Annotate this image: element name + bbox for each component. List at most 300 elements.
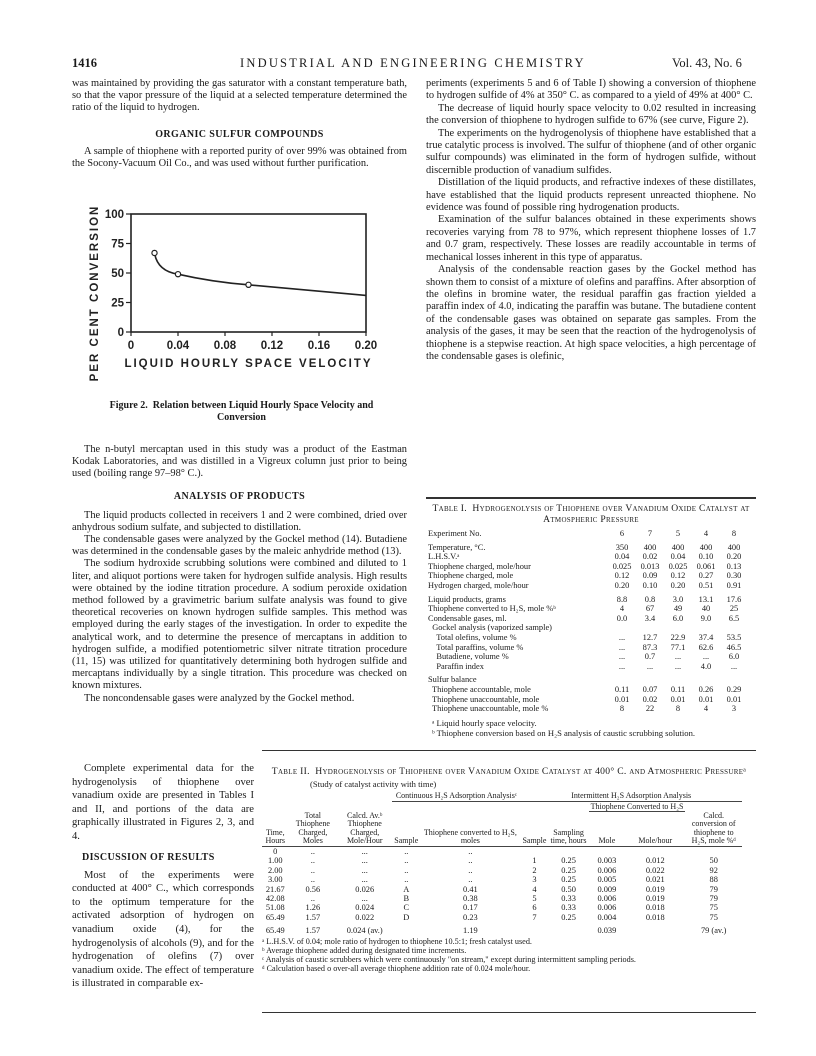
table-2-row — [262, 885, 742, 894]
table-1-cell: 0.20 — [614, 580, 630, 590]
figure-2-chart — [86, 202, 401, 392]
table-2-cell: 1.26 — [305, 903, 321, 913]
table-2-cell: 0.022 — [355, 912, 375, 922]
table-1-cell: 0.01 — [614, 694, 630, 704]
table-1-top-rule — [426, 497, 756, 499]
table-2-cell: 0.25 — [561, 856, 576, 866]
paragraph: Most of the experiments were conducted at 400° C., which corresponds to the optimum temperature for the activated adsorption of hydrogen on vanadium oxide (4), for the hydrogenolysis of alcohols (9), and for the hydrogenation of olefins (7) over vanadium oxide. The effect of temperature is illustrated in comparable ex- — [72, 869, 254, 990]
table-2-footnote-b: ᵇ Average thiophene added during designated time increments. — [262, 945, 467, 955]
table-1-row — [426, 662, 748, 674]
table-2-column-header: Mole — [589, 812, 625, 847]
y-tick-label: 0 — [117, 327, 124, 339]
table-1-cell: 77.1 — [670, 642, 686, 652]
table-1-cell: ... — [730, 661, 738, 671]
table-1-body — [426, 529, 748, 714]
table-1-label: Table I. — [432, 503, 467, 514]
y-axis-label: PER CENT CONVERSION — [89, 204, 101, 382]
table-1-cell: 3.0 — [672, 594, 684, 604]
page-number: 1416 — [72, 56, 97, 70]
table-2-cell: 75 — [709, 912, 718, 922]
right-column-text — [426, 78, 756, 363]
table-2-row — [262, 894, 742, 903]
table-2-cell — [625, 846, 685, 856]
table-2-cell: 0.019 — [645, 893, 665, 903]
table-1-cell: 3 — [731, 704, 737, 714]
table-1-cell — [692, 623, 720, 633]
table-1-row-label: Liquid products, grams — [428, 594, 506, 604]
paragraph: The n-butyl mercaptan used in this study was a product of the Eastman Kodak Laboratories, and was distilled in a Vigreux column just prior to being used (boiling range 97–98° C.). — [72, 444, 407, 480]
table-2-cell: 3 — [532, 875, 537, 885]
table-2-cell: A — [403, 884, 410, 894]
table-1-row-label: L.H.S.V.ᵃ — [428, 552, 460, 562]
table-1-cell: 0.13 — [726, 561, 742, 571]
section-heading-analysis: ANALYSIS OF PRODUCTS — [173, 490, 306, 502]
table-1-row — [426, 643, 748, 653]
table-2-top-rule — [262, 750, 756, 751]
table-1-row — [426, 581, 748, 593]
table-1-row-label: Thiophene unaccountable, mole — [428, 694, 540, 704]
table-2-cell: ... — [361, 846, 368, 856]
table-2-cell: .. — [310, 856, 315, 866]
table-2-cell: 0.25 — [561, 875, 576, 885]
table-1-row — [426, 614, 748, 624]
table-2-cell: 0.012 — [645, 856, 665, 866]
table-2-cell: 2.00 — [267, 865, 283, 875]
table-2-cell: .. — [468, 846, 473, 856]
table-1-cell: 6.5 — [728, 613, 740, 623]
figure-label: Figure 2. — [109, 400, 148, 411]
table-2-total-row — [262, 924, 742, 935]
figure-caption — [84, 400, 399, 424]
table-2-subgroup-converted: Thiophene Converted to H₂S — [590, 801, 684, 811]
table-2-total-cell — [548, 924, 588, 935]
table-2-cell: 0.009 — [597, 884, 617, 894]
table-1-cell — [692, 673, 720, 685]
table-1-row-label: Temperature, °C. — [428, 542, 486, 552]
table-1-cell: 22.9 — [670, 632, 686, 642]
journal-title: INDUSTRIAL AND ENGINEERING CHEMISTRY — [240, 56, 586, 70]
table-1-row-label: Sulfur balance — [428, 675, 477, 685]
table-2-total-cell: 0.039 — [597, 926, 617, 936]
table-1-cell — [608, 623, 636, 633]
table-2-subtitle: (Study of catalyst activity with time) — [310, 779, 437, 789]
table-2-cell: 0.022 — [645, 865, 665, 875]
table-1-cell: 17.6 — [726, 594, 742, 604]
table-2-cell: 0.024 — [355, 903, 375, 913]
table-2-total-cell: 65.49 — [265, 926, 285, 936]
table-1-cell: ... — [646, 661, 654, 671]
table-1-cell: ... — [618, 652, 626, 662]
paragraph: The experiments on the hydrogenolysis of thiophene have established that a true catalytic process is involved. The sulfur of thiophene (and of other organic sulfur compounds) was eliminated in the form of hydrogen sulfide, without discernible production of vanadium sulfides. — [426, 127, 756, 176]
table-2-cell: 0.23 — [463, 912, 478, 922]
table-1-cell: 400 — [699, 542, 713, 552]
y-tick-label: 50 — [111, 268, 124, 280]
table-2-cell: ... — [361, 875, 368, 885]
table-2-column-header: Sample — [520, 812, 548, 847]
table-1-row-label: Experiment No. — [428, 529, 482, 538]
table-1-cell: 0.07 — [642, 684, 658, 694]
table-2-column-header: Sample — [392, 812, 420, 847]
table-1-cell: 400 — [727, 542, 741, 552]
table-2-cell: .. — [404, 856, 409, 866]
table-1-row-label: Hydrogen charged, mole/hour — [428, 580, 529, 590]
table-1-cell: 0.10 — [642, 580, 658, 590]
table-1-cell — [664, 673, 692, 685]
paragraph: was maintained by providing the gas saturator with a constant temperature bath, so that the vapor pressure of the liquid at a selected temperature determined the ratio of the liquid to hydrogen. — [72, 78, 407, 114]
volume-issue: Vol. 43, No. 6 — [672, 56, 742, 70]
table-1-cell — [720, 623, 748, 633]
table-2-cell: 0.33 — [561, 893, 576, 903]
paragraph: periments (experiments 5 and 6 of Table I) showing a conversion of thiophene to hydrogen sulfide of 4% at 350° C. as compared to a yield of 49% at 400° C. — [426, 78, 756, 102]
table-2-cell: 1.57 — [305, 912, 321, 922]
table-1-cell: 6.0 — [728, 652, 740, 662]
paragraph: The condensable gases were analyzed by the Gockel method (14). Butadiene was determined in the condensable gases by the maleic anhydride method (13). — [72, 534, 407, 558]
table-2-cell: 3.00 — [267, 875, 283, 885]
table-2-cell — [520, 846, 548, 856]
table-2-footnote-a: ᵃ L.H.S.V. of 0.04; mole ratio of hydrogen to thiophene 10.5:1; fresh catalyst used. — [262, 936, 532, 946]
left-column-mid — [72, 444, 407, 705]
table-2-column-header: Sampling time, hours — [548, 812, 588, 847]
table-2-total-cell: 1.57 — [305, 926, 321, 936]
table-1-row-label: Gockel analysis (vaporized sample) — [428, 623, 552, 633]
table-2-column-header: Calcd. conversion of thiophene to H₂S, mole %ᵈ — [685, 812, 742, 847]
table-1-cell: 5 — [675, 529, 681, 538]
y-tick-label: 75 — [111, 238, 124, 251]
figure-caption-text: Relation between Liquid Hourly Space Velocity and Conversion — [152, 400, 374, 423]
table-2-column-header: Mole/hour — [625, 812, 685, 847]
table-1-cell: 0.11 — [614, 684, 630, 694]
table-1-cell: 0.01 — [670, 694, 686, 704]
table-2-cell: 65.49 — [265, 912, 285, 922]
table-2-total-cell: 1.19 — [463, 926, 478, 936]
table-1-cell — [636, 673, 664, 685]
table-1-cell: 0.01 — [698, 694, 714, 704]
table-1-cell: 40 — [701, 604, 711, 614]
table-2-cell: B — [403, 893, 410, 903]
data-point — [246, 282, 251, 287]
table-2-cell: 51.08 — [265, 903, 285, 913]
y-tick-label: 100 — [104, 209, 124, 221]
table-2-cell: .. — [310, 893, 315, 903]
y-tick-label: 25 — [111, 297, 124, 310]
table-2-cell: .. — [310, 875, 315, 885]
table-1-cell: 7 — [647, 529, 653, 538]
table-1-cell: 0.025 — [668, 561, 688, 571]
table-2-cell: 0 — [273, 846, 278, 856]
table-2-cell: 0.56 — [305, 884, 321, 894]
table-1-cell: 67 — [645, 604, 655, 614]
table-2-column-header: Calcd. Av.ᵇ Thiophene Charged, Mole/Hour — [337, 812, 392, 847]
table-2-cell: 21.67 — [265, 884, 285, 894]
table-2-row — [262, 846, 742, 856]
table-1-cell: ... — [702, 652, 710, 662]
x-axis-label: LIQUID HOURLY SPACE VELOCITY — [124, 358, 373, 370]
table-1-cell: 0.12 — [614, 571, 630, 581]
table-1-cell — [608, 673, 636, 685]
table-1-cell: 6 — [619, 529, 625, 538]
table-1-cell: 3.4 — [644, 613, 656, 623]
paragraph: The liquid products collected in receivers 1 and 2 were combined, dried over anhydrous sodium sulfate, and subjected to distillation. — [72, 509, 407, 533]
paragraph: A sample of thiophene with a reported purity of over 99% was obtained from the Socony-Vacuum Oil Co., and was used without further purification. — [72, 145, 407, 169]
table-2-footnote-c: ᶜ Analysis of caustic scrubbers which were continuously "on stream," except during intermittent sampling periods. — [262, 954, 636, 964]
table-1-cell: 400 — [643, 542, 657, 552]
table-2-cell: 0.021 — [645, 875, 665, 885]
table-2-body — [262, 791, 742, 935]
table-1-footnote-a: ᵃ Liquid hourly space velocity. — [432, 717, 537, 728]
table-1-cell: 12.7 — [642, 632, 658, 642]
table-1-cell: 62.6 — [698, 642, 714, 652]
table-2-row — [262, 913, 742, 924]
table-2-cell: 7 — [532, 912, 537, 922]
table-2-group-continuous: Continuous H₂S Adsorption Analysisᶜ — [392, 791, 520, 801]
x-tick-label: 0.04 — [166, 340, 190, 352]
table-1-footnote-b: ᵇ Thiophene conversion based on H₂S analysis of caustic scrubbing solution. — [432, 727, 696, 738]
table-2-cell: 0.006 — [597, 903, 617, 913]
table-2-total-cell: 0.024 (av.) — [346, 926, 383, 936]
section-heading-discussion: DISCUSSION OF RESULTS — [82, 851, 215, 863]
table-2-cell: 0.003 — [597, 856, 617, 866]
plot-frame — [131, 214, 366, 332]
table-2-total-cell — [520, 924, 548, 935]
table-1-cell: 0.91 — [726, 580, 742, 590]
series-line — [155, 253, 367, 295]
table-2-cell: 0.018 — [645, 912, 665, 922]
table-1-row-label: Paraffin index — [428, 661, 484, 671]
table-1-row — [426, 571, 748, 581]
table-2-cell: 1.00 — [267, 856, 283, 866]
table-1-row-label: Thiophene charged, mole — [428, 571, 514, 581]
table-2-row — [262, 856, 742, 865]
table-1-cell: 46.5 — [726, 642, 742, 652]
table-1-cell: 0.02 — [642, 552, 658, 562]
table-1-cell: 49 — [673, 604, 683, 614]
table-1-cell: 400 — [671, 542, 685, 552]
paragraph: The decrease of liquid hourly space velocity to 0.02 resulted in increasing the conversion of thiophene to hydrogen sulfide to 67% (see curve, Figure 2). — [426, 102, 756, 127]
table-1-row — [426, 529, 748, 541]
table-1-row-label: Butadiene, volume % — [428, 652, 509, 662]
table-2-row — [262, 903, 742, 912]
x-tick-label: 0 — [127, 340, 135, 352]
table-2-group-intermittent: Intermittent H₂S Adsorption Analysis — [520, 791, 742, 801]
table-1-cell — [636, 623, 664, 633]
table-2-column-header: Thiophene converted to H₂S, moles — [420, 812, 520, 847]
table-2-cell: .. — [310, 865, 315, 875]
table-1-cell: 0.27 — [698, 571, 714, 581]
table-1-cell: 9.0 — [700, 613, 712, 623]
table-1-cell: 0.01 — [726, 694, 742, 704]
table-2-cell: 5 — [532, 893, 537, 903]
table-1-cell — [720, 673, 748, 685]
paragraph: The sodium hydroxide scrubbing solutions were combined and diluted to 1 liter, and aliquot portions were taken for hydrogen sulfide analysis. High results were obtained by the iodine titration procedure. A sodium peroxide oxidation method followed by a gravimetric barium sulfate analysis was found to give theoretical recoveries on known hydrogen sulfide samples. This method was employed during the early stages of the investigation. In order to expedite the analytical work, and to determine the presence of mercaptans in addition to hydrogen sulfide, a modified potentiometric silver nitrate titration procedure (11, 15) was utilized for quantitatively determining both hydrogen sulfide and mercaptans individually by a single titration. This procedure was checked on known mixtures. — [72, 558, 407, 692]
table-1-cell: 25 — [729, 604, 739, 614]
table-1-row-label: Thiophene accountable, mole — [428, 684, 531, 694]
table-1-row — [426, 552, 748, 562]
table-2-cell: 6 — [532, 903, 537, 913]
table-1-cell: 0.20 — [726, 552, 742, 562]
left-column-top — [72, 78, 407, 170]
table-1-row-label: Total paraffins, volume % — [428, 642, 524, 652]
table-1-cell: ... — [618, 661, 626, 671]
table-1-cell: 8 — [619, 704, 625, 714]
table-2-cell: .. — [404, 846, 409, 856]
table-2-cell: 0.006 — [597, 893, 617, 903]
table-1-cell: 0.11 — [670, 684, 686, 694]
table-2-label: Table II. — [271, 766, 310, 777]
table-1-cell: 13.1 — [698, 594, 714, 604]
table-1-row — [426, 604, 748, 614]
table-2-cell — [548, 846, 588, 856]
table-1-cell: 6.0 — [672, 613, 684, 623]
table-2-cell: 2 — [532, 865, 537, 875]
table-2-cell: 4 — [532, 884, 537, 894]
table-1-cell: 0.10 — [698, 552, 714, 562]
table-1 — [426, 503, 756, 738]
table-2-total-cell: 79 (av.) — [700, 926, 727, 936]
table-1-cell: 0.02 — [642, 694, 658, 704]
table-2-title — [262, 766, 756, 777]
table-1-cell: 0.29 — [726, 684, 742, 694]
section-heading-organic: ORGANIC SULFUR COMPOUNDS — [155, 128, 324, 140]
table-1-row-label: Thiophene converted to H₂S, mole %ᵇ — [428, 604, 556, 614]
table-1-row-label: Thiophene charged, mole/hour — [428, 561, 531, 571]
table-2-row — [262, 875, 742, 884]
table-2-cell: .. — [404, 865, 409, 875]
table-2-cell: 75 — [709, 903, 718, 913]
table-2-cell: 0.006 — [597, 865, 617, 875]
table-1-cell — [664, 623, 692, 633]
table-1-cell: ... — [618, 642, 626, 652]
table-2-cell: 79 — [709, 893, 718, 903]
table-2-cell: ... — [361, 856, 368, 866]
table-1-cell: 0.20 — [670, 580, 686, 590]
table-1-cell: 0.04 — [670, 552, 686, 562]
table-2-column-header: Time, Hours — [262, 812, 289, 847]
table-1-cell: 0.26 — [698, 684, 714, 694]
table-1-title — [426, 503, 756, 525]
table-1-cell: 4.0 — [700, 661, 712, 671]
table-2-footnote-d: ᵈ Calculation based o over-all average thiophene addition rate of 0.024 mole/hour. — [262, 964, 531, 974]
table-2-cell: 88 — [709, 875, 718, 885]
table-1-row — [426, 685, 748, 695]
paragraph: Complete experimental data for the hydrogenolysis of thiophene over vanadium oxide are presented in Tables I and II, and portions of the data are graphically illustrated in Figures 2, 3, and 4. — [72, 763, 254, 842]
table-1-row — [426, 704, 748, 714]
table-2-cell: 1 — [532, 856, 537, 866]
table-1-cell: 0.12 — [670, 571, 686, 581]
table-1-cell: ... — [674, 661, 682, 671]
table-1-cell: 0.025 — [612, 561, 632, 571]
table-1-row-label: Condensable gases, ml. — [428, 613, 507, 623]
table-1-cell: 22 — [645, 704, 655, 714]
table-1-cell: 53.5 — [726, 632, 742, 642]
table-1-cell: 0.09 — [642, 571, 658, 581]
table-1-cell: 0.30 — [726, 571, 742, 581]
table-1-cell: 8.8 — [616, 594, 628, 604]
table-1-row — [426, 593, 748, 605]
table-1-cell: 4 — [619, 604, 625, 614]
paragraph: The noncondensable gases were analyzed by the Gockel method. — [84, 692, 355, 704]
x-tick-label: 0.12 — [260, 340, 284, 352]
x-tick-label: 0.20 — [354, 340, 378, 352]
table-2-cell: 0.50 — [561, 884, 576, 894]
table-1-row — [426, 652, 748, 662]
table-2-column-header: Total Thiophene Charged, Moles — [289, 812, 338, 847]
table-2-cell: 0.17 — [463, 903, 478, 913]
table-1-row — [426, 541, 748, 553]
table-1-cell: 4 — [703, 529, 709, 538]
table-1-title-text: Hydrogenolysis of Thiophene over Vanadium Oxide Catalyst at Atmospheric Pressure — [472, 503, 750, 525]
table-1-row — [426, 562, 748, 572]
x-tick-label: 0.16 — [307, 340, 331, 352]
table-2-cell: ... — [361, 865, 368, 875]
table-2-cell: 92 — [709, 865, 718, 875]
table-1-cell: 8 — [731, 529, 737, 538]
paragraph: Distillation of the liquid products, and refractive indexes of these distillates, have established that the liquid products represent unreacted thiophene. No evidence was found of possible ring hydrogenation products. — [426, 177, 756, 214]
table-1-row — [426, 695, 748, 705]
table-1-cell: 4 — [703, 704, 709, 714]
table-2-cell: .. — [468, 875, 473, 885]
table-1-cell: ... — [674, 652, 682, 662]
table-2-cell: 0.018 — [645, 903, 665, 913]
table-1-row — [426, 623, 748, 633]
table-2-cell: 0.25 — [561, 865, 576, 875]
table-2-cell: 42.08 — [265, 893, 285, 903]
table-1-cell: 0.51 — [698, 580, 714, 590]
table-2-cell: ... — [361, 893, 368, 903]
table-2-cell: 0.25 — [561, 912, 576, 922]
left-column-bottom — [72, 762, 254, 991]
table-1-cell: ... — [618, 632, 626, 642]
table-2-cell: 0.41 — [463, 884, 478, 894]
table-2 — [262, 766, 756, 973]
table-2-total-cell — [392, 924, 420, 935]
table-1-cell: 0.04 — [614, 552, 630, 562]
table-2-cell: 0.38 — [463, 893, 478, 903]
table-2-cell: C — [403, 903, 410, 913]
table-1-row-label: Total olefins, volume % — [428, 632, 517, 642]
table-2-title-text: Hydrogenolysis of Thiophene over Vanadium Oxide Catalyst at 400° C. and Atmospheric Pressureᵃ — [315, 766, 747, 777]
table-2-cell: .. — [310, 846, 315, 856]
table-1-cell: 87.3 — [642, 642, 658, 652]
table-1-row-label: Thiophene unaccountable, mole % — [428, 704, 549, 714]
table-1-cell: 350 — [615, 542, 629, 552]
table-2-row — [262, 866, 742, 875]
table-2-cell: 0.005 — [597, 875, 617, 885]
table-1-cell: 8 — [675, 704, 681, 714]
table-2-cell — [685, 846, 742, 856]
table-2-total-cell — [625, 924, 685, 935]
table-2-cell: 79 — [709, 884, 718, 894]
table-1-row — [426, 673, 748, 685]
table-1-cell: 0.0 — [616, 613, 628, 623]
table-2-cell: D — [403, 912, 410, 922]
table-2-cell — [589, 846, 625, 856]
table-2-bottom-rule — [262, 1012, 756, 1013]
data-point — [175, 272, 180, 277]
table-1-cell: 37.4 — [698, 632, 714, 642]
data-point — [152, 250, 157, 255]
paragraph: Analysis of the condensable reaction gases by the Gockel method has shown them to consist of a mixture of olefins and paraffins. After absorption of the olefins in bromine water, the residual paraffin gas fraction yielded a paraffin index of 4.0, indicating the paraffin was butane. The butadiene content of the condensable gases was obtained on separate gas samples. From the analysis of the gases, it may be seen that the reaction of the hydrogenolysis of thiophene is a stepwise reaction. At high space velocities, a high percentage of the condensable gases is olefinic, — [426, 264, 756, 362]
paragraph: Examination of the sulfur balances obtained in these experiments shows recoveries varying from 78 to 97%, which represent thiophene losses of 1.7 and 0.7 gram, respectively. These losses are readily accountable in terms of mechanical losses inherent in this type of apparatus. — [426, 214, 756, 263]
table-2-cell: 0.004 — [597, 912, 617, 922]
table-1-cell: 0.8 — [644, 594, 656, 604]
table-1-cell: 0.013 — [640, 561, 660, 571]
table-2-cell: 0.026 — [355, 884, 375, 894]
table-2-cell: .. — [468, 856, 473, 866]
table-2-cell: 0.019 — [645, 884, 665, 894]
table-1-cell: 0.7 — [644, 652, 656, 662]
table-1-row — [426, 633, 748, 643]
table-2-cell: 50 — [709, 856, 718, 866]
